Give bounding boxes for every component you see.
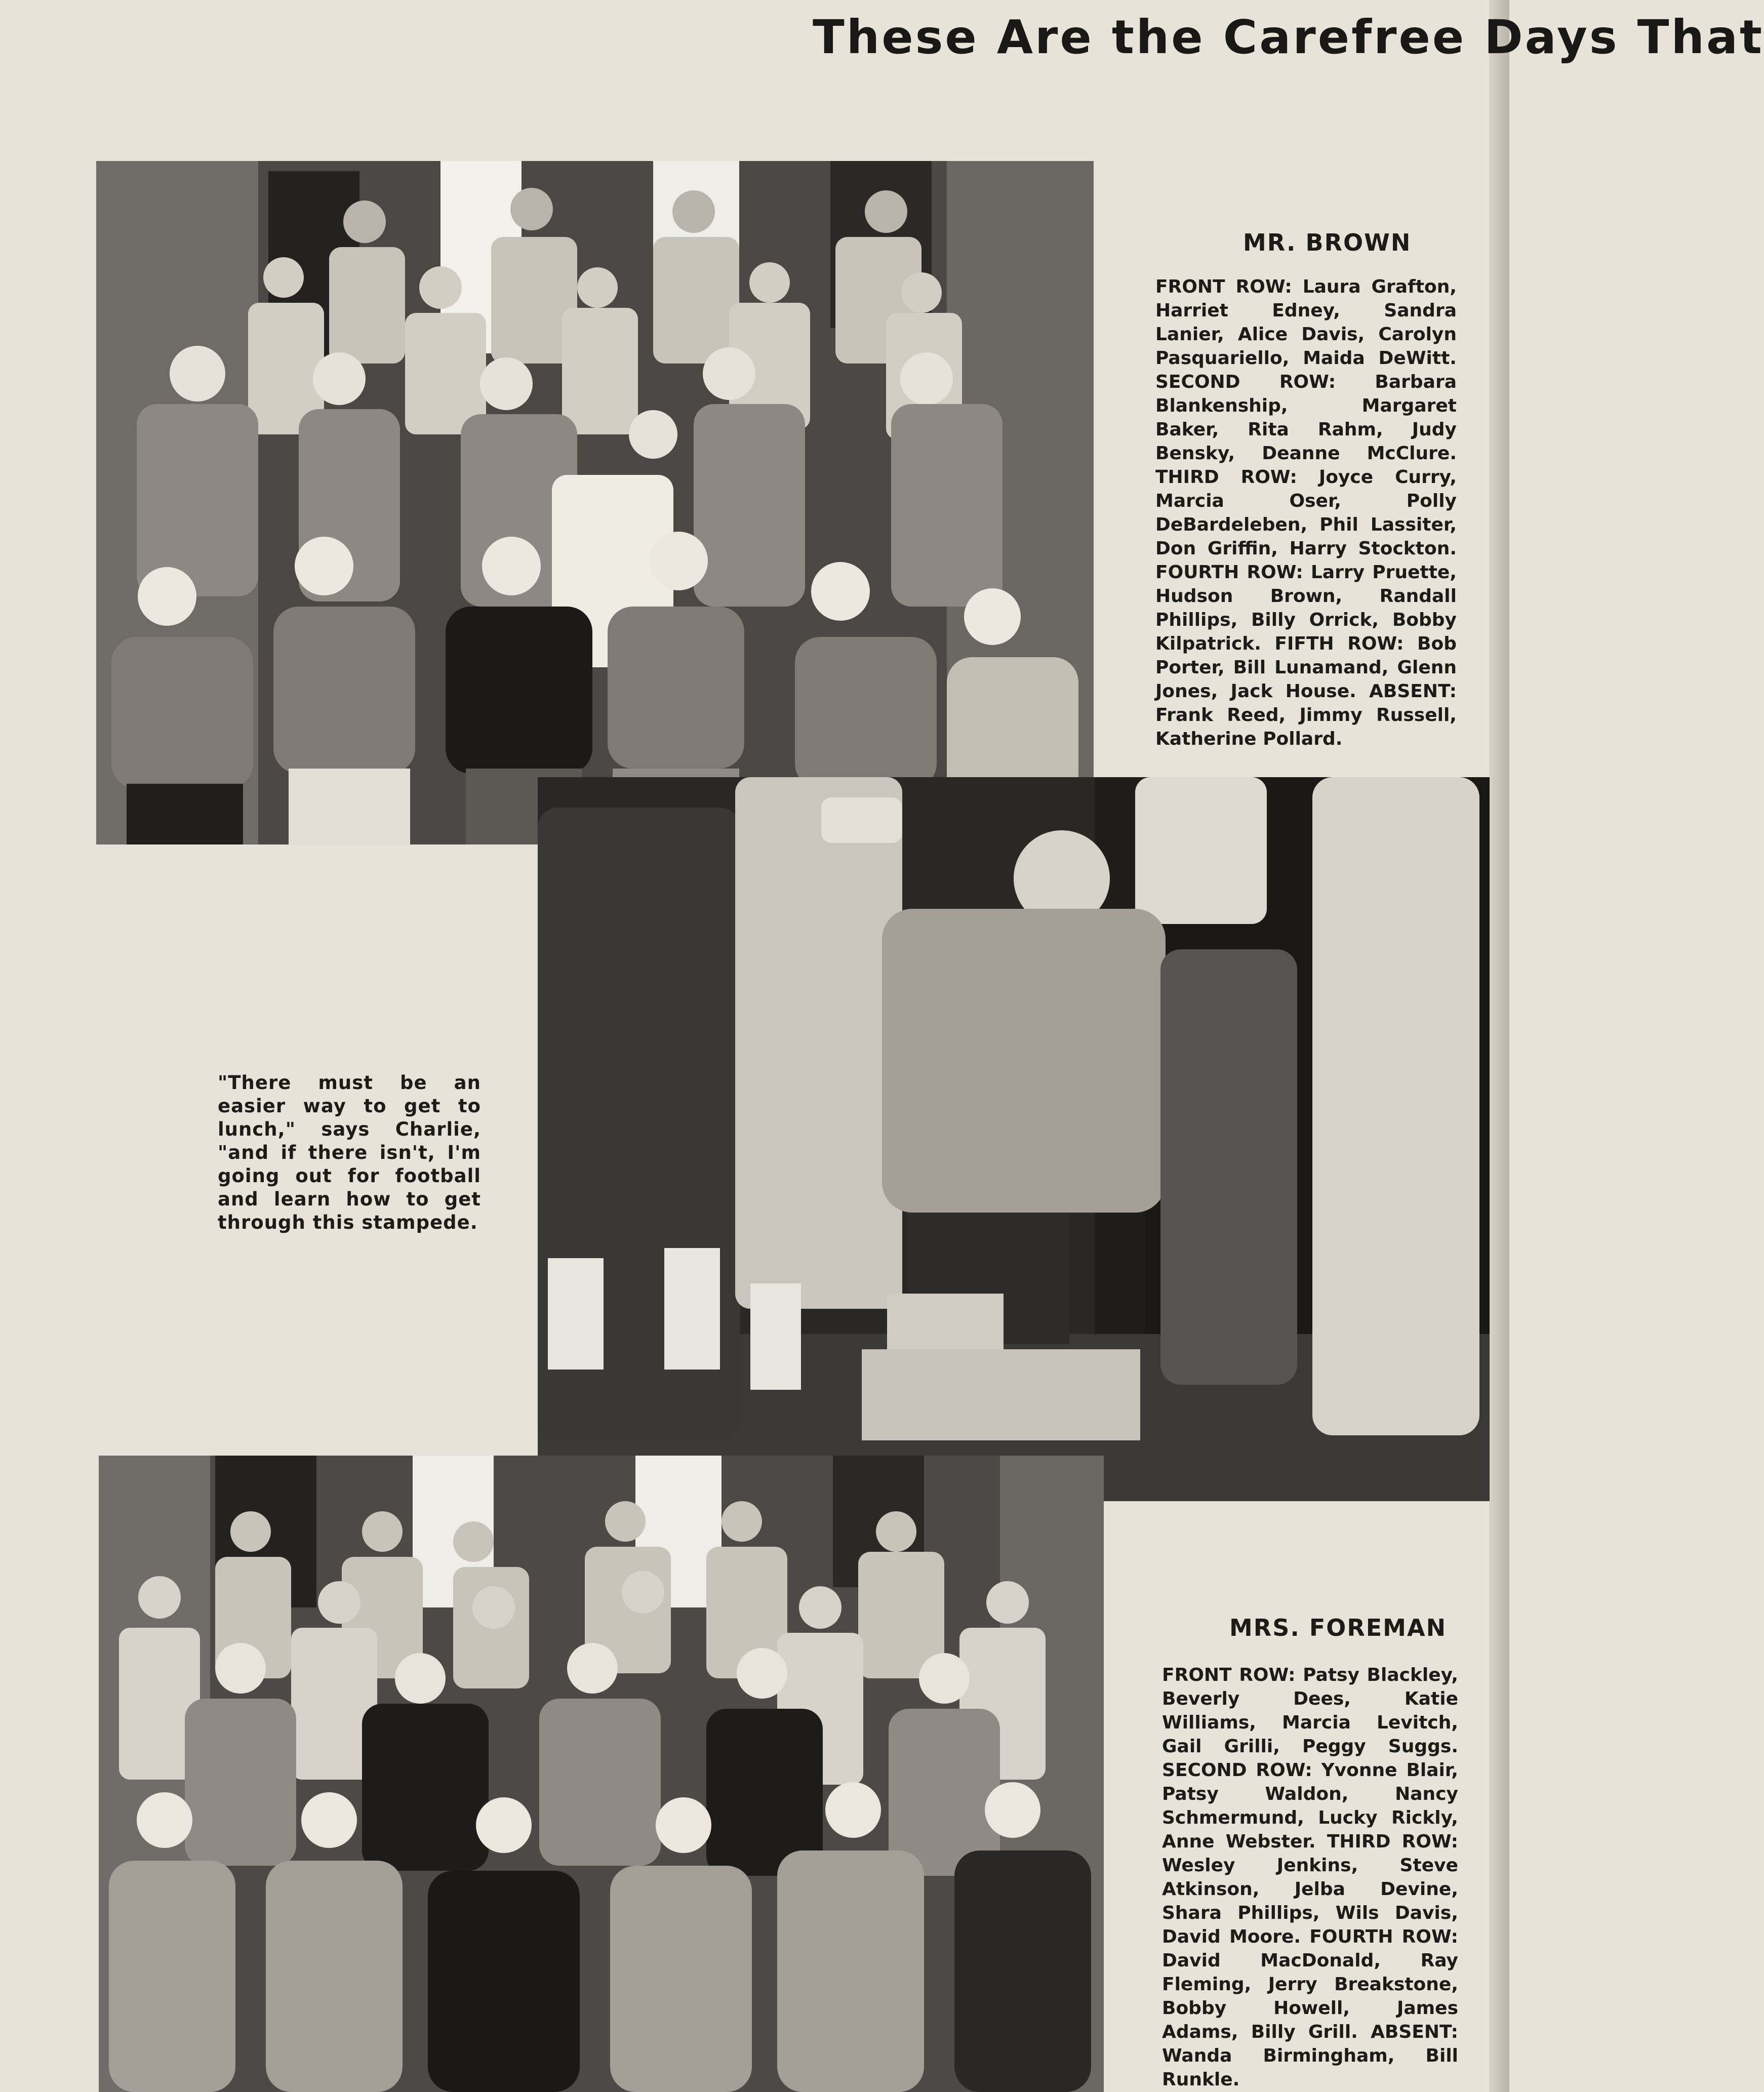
brown-caption-roster: FRONT ROW: Laura Grafton, Harriet Edney, Sandra Lanier, Alice Davis, Carolyn Pasquariello, Maida DeWitt. SECOND ROW: Barbara Blankenship, Margaret Baker, Rita Rahm, Judy Bensky, Deanne McClure. THIRD ROW: Joyce Curry, Marcia Oser, Polly DeBardeleben, Phil Lassiter, Don Griffin, Harry Stockton. FOURTH ROW: Larry Pruette, Hudson Brown, Randall Phillips, Billy Orrick, Bobby Kilpatrick. FIFTH ROW: Bob Porter, Bill Lunamand, Glenn Jones, Jack House. ABSENT: Frank Reed, Jimmy Russell, Katherine Pollard.: [1155, 276, 1457, 749]
foreman-class-photo: [99, 1456, 1104, 2092]
foreman-caption-title: MRS. FOREMAN: [1229, 1614, 1447, 1641]
page-headline: These Are the Carefree Days That: [813, 10, 1764, 64]
brown-caption-title: MR. BROWN: [1243, 229, 1412, 256]
foreman-caption-roster: FRONT ROW: Patsy Blackley, Beverly Dees, Katie Williams, Marcia Levitch, Gail Grilli, Peggy Suggs. SECOND ROW: Yvonne Blair, Patsy Waldon, Nancy Schmermund, Lucky Rickly, Anne Webster. THIRD ROW: Wesley Jenkins, Steve Atkinson, Jelba Devine, Shara Phillips, Wils Davis, David Moore. FOURTH ROW: David MacDonald, Ray Fleming, Jerry Breakstone, Bobby Howell, James Adams, Billy Grill. ABSENT: Wanda Birmingham, Bill Runkle.: [1162, 1665, 1458, 2090]
candid-caption-quote: "There must be an easier way to get to lunch," says Charlie, "and if there isn't, I'm going out for football and learn how to get through this stampede.: [218, 1072, 481, 1233]
brown-class-photo: [96, 161, 1094, 844]
candid-photo: [538, 777, 1490, 1501]
page-edge: [1489, 0, 1509, 2092]
